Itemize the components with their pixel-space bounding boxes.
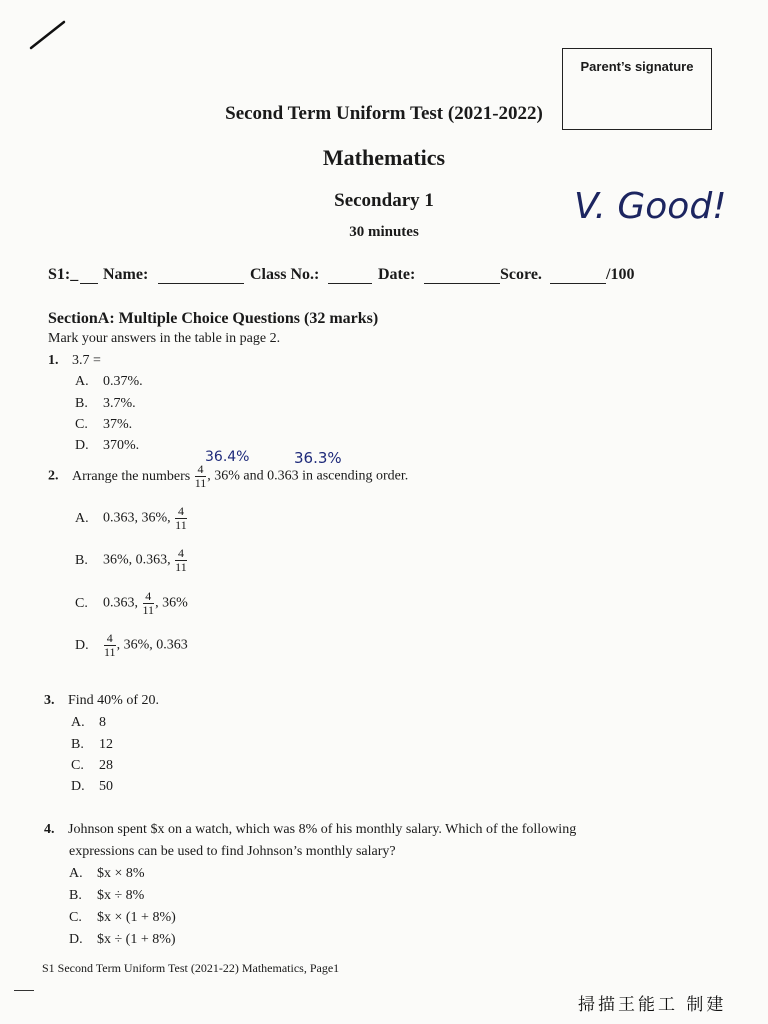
q2-option-d: D. $\frac{4}{11}$ , 36%, 0.363	[75, 631, 188, 659]
q4-option-b: B. $x ÷ 8%	[69, 888, 145, 903]
q3-option-c: C. 28	[71, 758, 113, 773]
fraction-4-11: $\frac{4}{11}$	[175, 546, 187, 574]
q1-option-d: D. 370%.	[75, 438, 140, 453]
question-stem: 3.7 =	[72, 353, 101, 368]
fraction-4-11: $\frac{4}{11}$	[104, 631, 116, 659]
q4-option-a: A. $x × 8%	[69, 866, 145, 881]
question-stem-line1: Johnson spent $x on a watch, which was 8% of his monthly salary. Which of the following	[68, 822, 577, 837]
date-blank	[424, 283, 500, 284]
question-1	[48, 353, 101, 369]
scanner-watermark: 掃描王能工 制建	[578, 995, 727, 1015]
subject-title: Mathematics	[322, 145, 446, 170]
name-blank	[158, 283, 244, 284]
section-instruction: Mark your answers in the table in page 2.	[48, 331, 281, 346]
question-4	[44, 822, 576, 838]
fraction-4-11: $\frac{4}{11}$	[142, 589, 155, 617]
info-line	[48, 266, 668, 288]
q1-option-b: B. 3.7%.	[75, 396, 136, 411]
q3-option-d: D. 50	[71, 779, 113, 794]
section-title: SectionA: Multiple Choice Questions (32 marks)	[48, 310, 379, 327]
question-2	[48, 463, 408, 490]
question-number: 4.	[44, 822, 55, 837]
question-stem-line2: expressions can be used to find Johnson’s monthly salary?	[69, 844, 396, 859]
level-title: Secondary 1	[334, 190, 434, 211]
scan-border-line	[14, 990, 34, 991]
question-number: 3.	[44, 693, 55, 708]
s1-label: S1:_	[48, 266, 79, 283]
score-label: Score.	[500, 266, 542, 283]
s1-blank	[80, 283, 98, 284]
q2-option-c: C. 0.363, $\frac{4}{11}$ , 36%	[75, 589, 188, 617]
grade-remark: V. Good!	[574, 186, 727, 227]
fraction-4-11: $\frac{4}{11}$	[175, 504, 187, 532]
q1-option-c: C. 37%.	[75, 417, 133, 432]
question-stem-post: , 36% and 0.363 in ascending order.	[207, 468, 409, 484]
q4-option-c: C. $x × (1 + 8%)	[69, 910, 176, 925]
annotation-36-4: 36.4%	[205, 449, 250, 465]
q3-option-a: A. 8	[71, 715, 106, 730]
score-blank	[550, 283, 606, 284]
q2-option-a: A. 0.363, 36%, $\frac{4}{11}$	[75, 504, 187, 532]
question-stem-pre: Arrange the numbers	[72, 468, 191, 484]
class-no-blank	[328, 283, 372, 284]
class-no-label: Class No.:	[250, 266, 320, 283]
fraction-4-11: $\frac{4}{11}$	[194, 462, 207, 490]
parent-signature-label: Parent’s signature	[580, 59, 694, 74]
q3-option-b: B. 12	[71, 737, 113, 752]
date-label: Date:	[378, 266, 416, 283]
q2-option-b: B. 36%, 0.363, $\frac{4}{11}$	[75, 546, 187, 574]
test-title: Second Term Uniform Test (2021-2022)	[225, 103, 543, 124]
question-number: 2.	[48, 468, 59, 484]
pen-mark	[28, 18, 68, 52]
question-number: 1.	[48, 353, 59, 368]
question-3	[44, 693, 159, 709]
score-total: /100	[606, 266, 635, 283]
page-footer: S1 Second Term Uniform Test (2021-22) Mathematics, Page1	[42, 961, 340, 975]
question-stem: Find 40% of 20.	[68, 693, 159, 708]
q4-option-d: D. $x ÷ (1 + 8%)	[69, 932, 176, 947]
duration: 30 minutes	[349, 224, 419, 240]
name-label: Name:	[103, 266, 149, 283]
annotation-36-3: 36.3%	[294, 449, 342, 467]
q1-option-a: A. 0.37%.	[75, 374, 143, 389]
